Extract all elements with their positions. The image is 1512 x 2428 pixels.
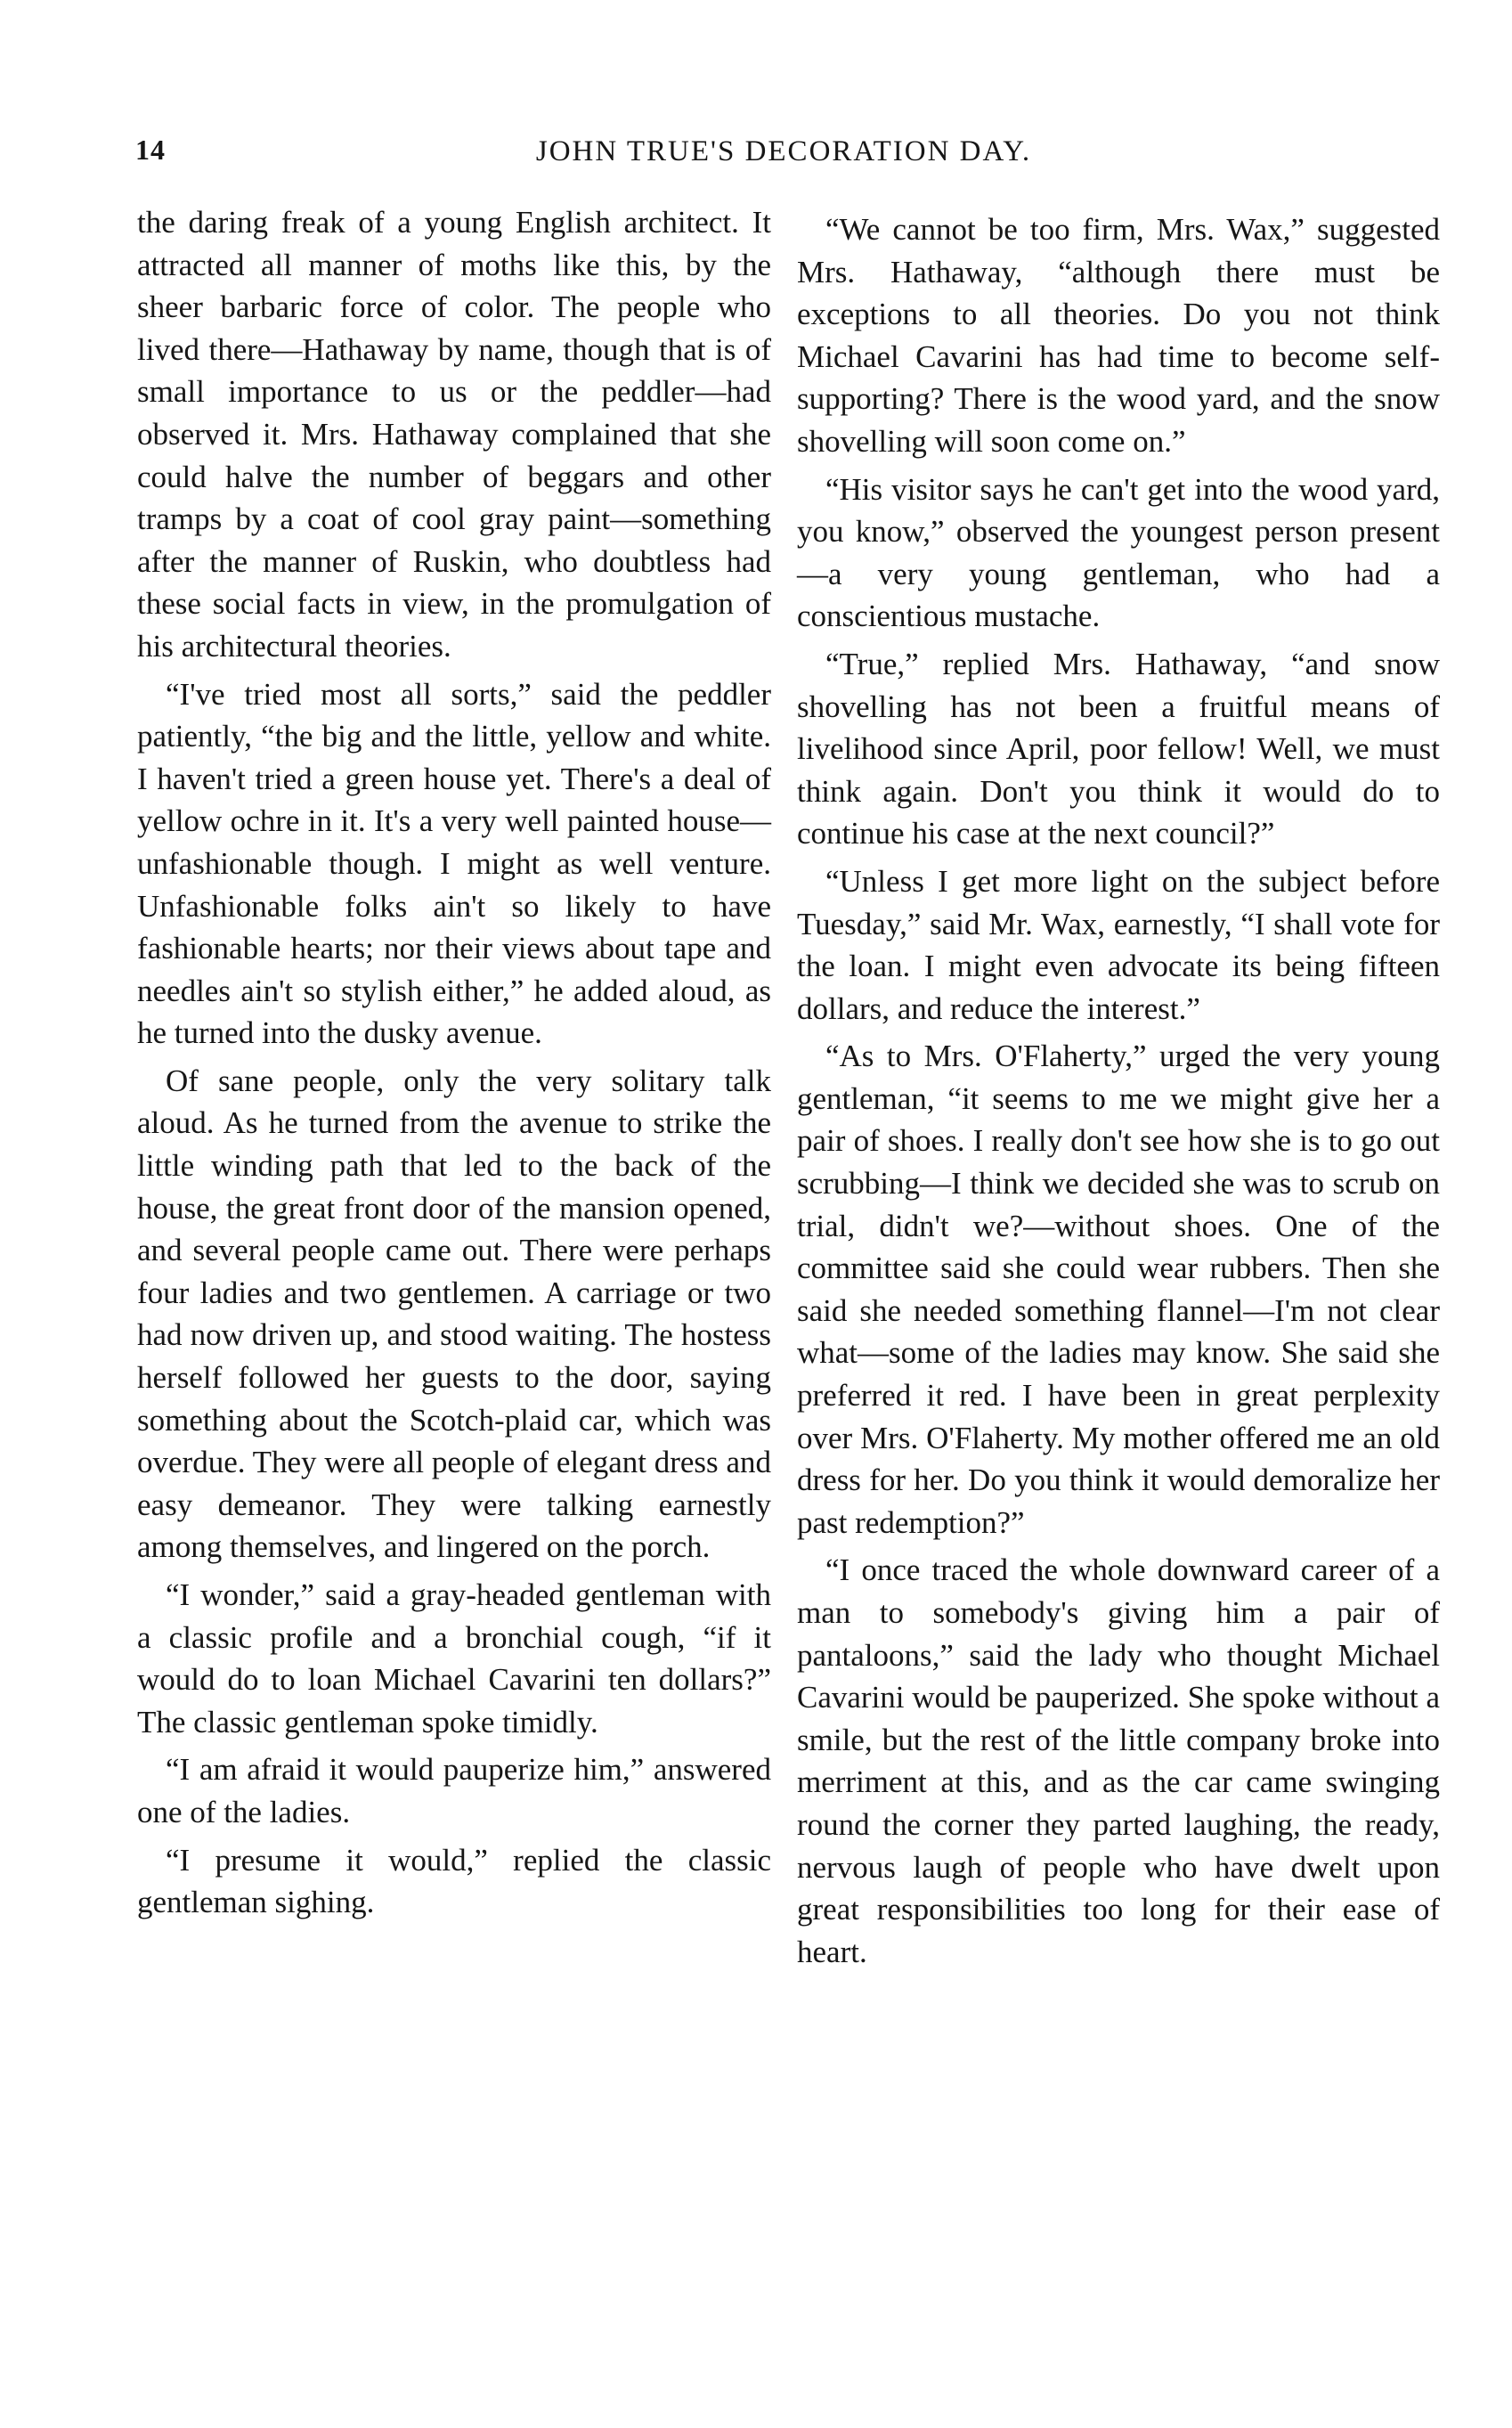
paragraph: “I wonder,” said a gray-headed gentleman with a classic profile and a bronchial cough, “if it would do to loan Michael Cavarini ten dollars?” The classic gentleman spoke timidly. bbox=[137, 1577, 771, 1740]
paragraph: “As to Mrs. O'Flaherty,” urged the very young gentleman, “it seems to me we might give her a pair of shoes. I really don't see how she is to go out scrubbing—I think we decided she was to scrub on trial, didn't we?—without shoes. One of the committee said she could wear rubbers. Then she said she needed something flannel—I'm not clear what—some of the ladies may know. She said she preferred it red. I have been in great perplexity over Mrs. O'Flaherty. My mother offered me an old dress for her. Do you think it would demoralize her past redemption?” bbox=[797, 1039, 1440, 1540]
right-text-column bbox=[797, 208, 1440, 1973]
left-text-column bbox=[137, 201, 771, 1924]
paragraph: “Unless I get more light on the subject before Tuesday,” said Mr. Wax, earnestly, “I shall vote for the loan. I might even advocate its being fifteen dollars, and reduce the interest.” bbox=[797, 863, 1440, 1026]
paragraph: Of sane people, only the very solitary talk aloud. As he turned from the avenue to strike the little winding path that led to the back of the house, the great front door of the mansion opened, and several people came out. There were perhaps four ladies and two gentlemen. A carriage or two had now driven up, and stood waiting. The hostess herself followed her guests to the door, saying something about the Scotch-plaid car, which was overdue. They were all people of elegant dress and easy demeanor. They were talking earnestly among themselves, and lingered on the porch. bbox=[137, 1063, 771, 1565]
paragraph: “I once traced the whole downward career of a man to somebody's giving him a pair of pantaloons,” said the lady who thought Michael Cavarini would be pauperized. She spoke without a smile, but the rest of the little company broke into merriment at this, and as the car came swinging round the corner they parted laughing, the ready, nervous laugh of people who have dwelt upon great responsibilities too long for their ease of heart. bbox=[797, 1552, 1440, 1969]
running-title: JOHN TRUE'S DECORATION DAY. bbox=[535, 135, 1032, 167]
paragraph: “True,” replied Mrs. Hathaway, “and snow shovelling has not been a fruitful means of livelihood since April, poor fellow! Well, we must think again. Don't you think it would do to continue his case at the next council?” bbox=[797, 646, 1440, 851]
paragraph: “I presume it would,” replied the classic gentleman sighing. bbox=[137, 1842, 771, 1920]
paragraph: “His visitor says he can't get into the wood yard, you know,” observed the youngest person present—a very young gentleman, who had a conscientious mustache. bbox=[797, 471, 1440, 634]
paragraph: “I am afraid it would pauperize him,” answered one of the ladies. bbox=[137, 1752, 771, 1829]
paragraph: “We cannot be too firm, Mrs. Wax,” suggested Mrs. Hathaway, “although there must be exceptions to all theories. Do you not think Michael Cavarini has had time to become self-supporting? There is the wood yard, and the snow shovelling will soon come on.” bbox=[797, 212, 1440, 459]
paragraph: “I've tried most all sorts,” said the peddler patiently, “the big and the little, yellow and white. I haven't tried a green house yet. There's a deal of yellow ochre in it. It's a very well painted house—unfashionable though. I might as well venture. Unfashionable folks ain't so likely to have fashionable hearts; nor their views about tape and needles ain't so stylish either,” he added aloud, as he turned into the dusky avenue. bbox=[137, 676, 771, 1051]
page-number: 14 bbox=[135, 134, 166, 166]
paragraph: the daring freak of a young English architect. It attracted all manner of moths like this, by the sheer barbaric force of color. The people who lived there—Hathaway by name, though that is of small importance to us or the peddler—had observed it. Mrs. Hathaway complained that she could halve the number of beggars and other tramps by a coat of cool gray paint—something after the manner of Ruskin, who doubtless had these social facts in view, in the promulgation of his architectural theories. bbox=[137, 205, 771, 664]
